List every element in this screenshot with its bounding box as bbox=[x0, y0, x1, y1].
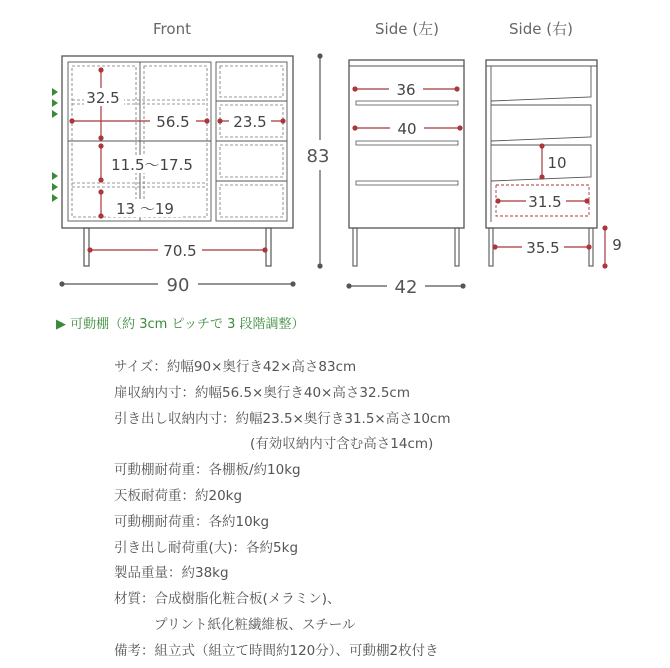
shelf-arrow-icon bbox=[52, 110, 58, 118]
leg-height-label: 9 bbox=[612, 236, 622, 254]
total-width-label: 90 bbox=[166, 275, 190, 296]
adjustable-shelf-note: ▶ 可動棚（約 3cm ピッチで 3 段階調整） bbox=[56, 317, 305, 332]
shelf-arrow-icon bbox=[52, 183, 58, 191]
shelf-arrow-icon bbox=[52, 194, 58, 202]
shelf-arrow-icon bbox=[52, 99, 58, 107]
front-door-area bbox=[68, 62, 211, 221]
spec-line: 可動棚耐荷重：各約10kg bbox=[114, 513, 270, 530]
front-drawer-column bbox=[216, 62, 287, 221]
shelf-gap-upper-label: 11.5～17.5 bbox=[111, 156, 193, 174]
spec-line: 製品重量：約38kg bbox=[114, 565, 229, 582]
spec-line: サイズ：約幅90×奥行き42×高さ83cm bbox=[114, 359, 357, 375]
spec-line: 引き出し耐荷重(大)：各約5kg bbox=[114, 539, 299, 556]
door-height-label: 32.5 bbox=[86, 89, 120, 107]
drawer-height-label: 10 bbox=[547, 154, 567, 172]
door-width-label: 56.5 bbox=[156, 113, 190, 131]
side-left-leg-back bbox=[455, 228, 459, 266]
spec-line: 材質：合成樹脂化粧合板(メラミン)、 bbox=[114, 591, 341, 608]
shelf-arrow-icon bbox=[52, 172, 58, 180]
side-left-inner-depth-label: 40 bbox=[397, 120, 417, 138]
leg-depth-label: 35.5 bbox=[526, 239, 560, 257]
drawer-1-inner bbox=[220, 66, 283, 97]
specifications-list bbox=[114, 355, 451, 665]
spec-line: プリント紙化粧繊維板、スチール bbox=[154, 616, 356, 633]
front-view-title: Front bbox=[153, 20, 191, 38]
drawer-3-inner bbox=[220, 145, 283, 177]
side-left-shelf-2 bbox=[356, 141, 458, 145]
side-left-view-title: Side (左) bbox=[375, 20, 439, 38]
drawer-width-label: 23.5 bbox=[233, 113, 267, 131]
spec-line: 天板耐荷重：約20kg bbox=[114, 487, 243, 504]
shelf-arrow-icon bbox=[52, 88, 58, 96]
total-depth-label: 42 bbox=[394, 277, 418, 298]
leg-span-label: 70.5 bbox=[163, 242, 197, 260]
drawer-profile-1 bbox=[491, 66, 591, 101]
right-door-inner bbox=[144, 66, 207, 217]
spec-line: 可動棚耐荷重：各棚板/約10kg bbox=[114, 462, 301, 479]
adjustable-shelf-markers bbox=[52, 88, 58, 202]
side-right-view-title: Side (右) bbox=[509, 20, 573, 38]
side-left-shelf-1 bbox=[356, 101, 458, 105]
total-height-label: 83 bbox=[306, 146, 330, 167]
side-right-leg-front bbox=[489, 228, 493, 266]
front-leg-right bbox=[266, 228, 271, 266]
spec-line: 引き出し収納内寸：約幅23.5×奥行き31.5×高さ10cm bbox=[114, 410, 451, 427]
spec-line: 備考：組立式（組立て時間約120分）、可動棚2枚付き bbox=[114, 642, 439, 659]
side-left-leg-front bbox=[353, 228, 357, 266]
spec-line: 扉収納内寸：約幅56.5×奥行き40×高さ32.5cm bbox=[114, 384, 410, 401]
side-left-shelf-3 bbox=[356, 181, 458, 185]
drawer-4-inner bbox=[220, 185, 283, 217]
shelf-gap-lower-label: 13 ～19 bbox=[116, 200, 174, 218]
side-left-top-depth-label: 36 bbox=[396, 81, 416, 99]
front-leg-left bbox=[84, 228, 89, 266]
drawer-profile-2 bbox=[491, 105, 591, 141]
drawer-depth-label: 31.5 bbox=[528, 193, 562, 211]
spec-line: (有効収納内寸含む高さ14cm) bbox=[250, 436, 434, 453]
